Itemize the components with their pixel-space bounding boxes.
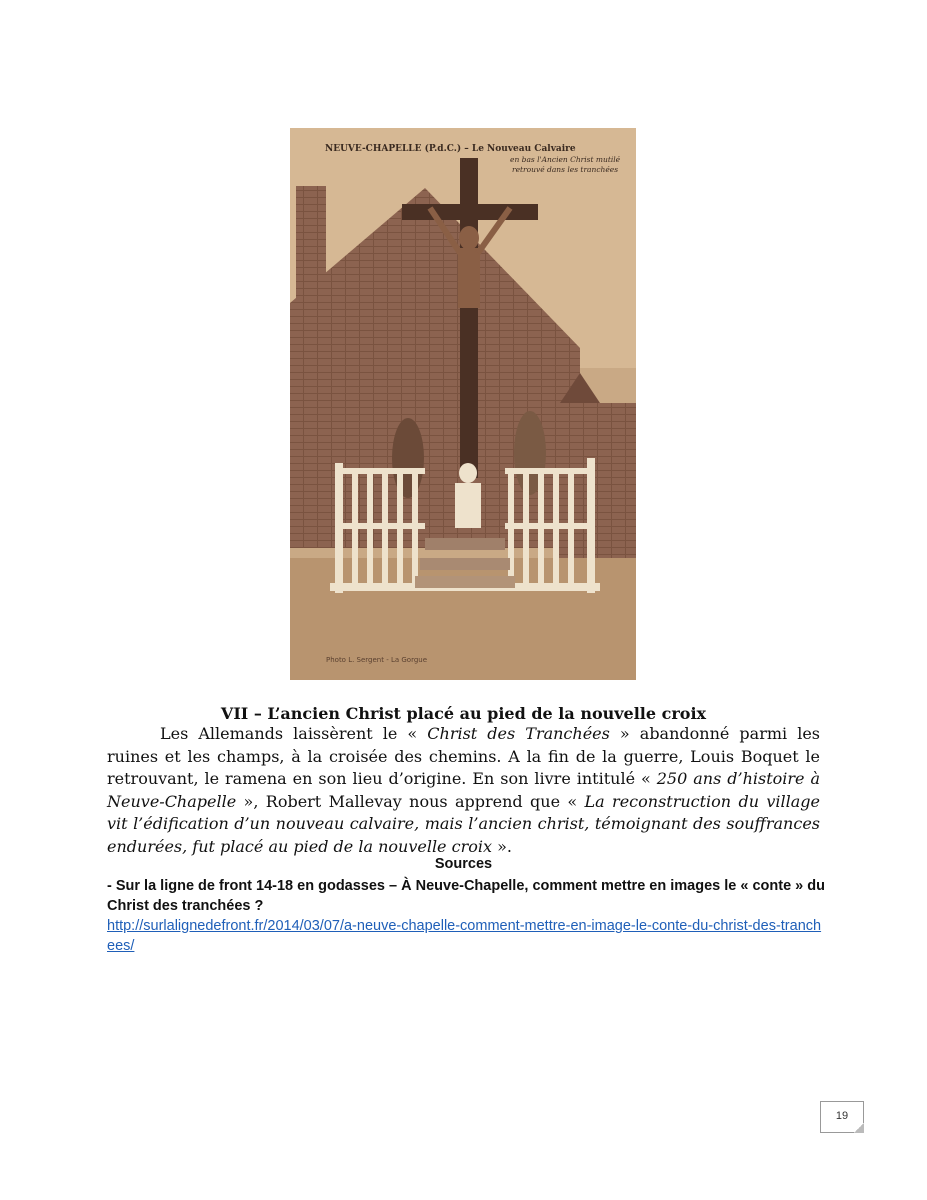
source-item: - Sur la ligne de front 14-18 en godasses – À Neuve-Chapelle, comment mettre en images le « conte » du Christ des tranchées ?	[107, 878, 825, 914]
page-number	[820, 1101, 864, 1133]
calvary-photo-image	[290, 128, 636, 680]
paragraph-part-4: ».	[492, 836, 512, 856]
paragraph-italic-3: La reconstruction du village vit l’édification d’un nouveau calvaire, mais l’ancien christ, témoignant des souffrances endurées, fut placé au pied de la nouvelle croix	[107, 791, 820, 856]
paragraph-part-2: » abandonné parmi les ruines et les champs, à la croisée des chemins. A la fin de la guerre, Louis Boquet le retrouvant, le ramena en son lieu d’origine. En son livre intitulé «	[107, 724, 821, 788]
postcard-caption-line3: retrouvé dans les tranchées	[512, 165, 619, 174]
postcard-caption-line2: en bas l'Ancien Christ mutilé	[510, 155, 621, 164]
paragraph-part-1: Les Allemands laissèrent le «	[160, 724, 428, 743]
section-paragraph	[107, 723, 820, 858]
paragraph-italic-1: Christ des Tranchées	[427, 724, 610, 743]
page-number-text: 19	[835, 1110, 849, 1122]
page-fold-icon	[854, 1123, 864, 1133]
postcard-photographer: Photo L. Sergent - La Gorgue	[326, 656, 428, 664]
postcard-photo	[290, 128, 636, 680]
paragraph-italic-2: 250 ans d’histoire à Neuve-Chapelle	[107, 769, 820, 811]
paragraph-part-3: », Robert Mallevay nous apprend que «	[236, 791, 585, 811]
postcard-caption-line1: NEUVE-CHAPELLE (P.d.C.) – Le Nouveau Calvaire	[325, 144, 576, 154]
section-title: VII – L’ancien Christ placé au pied de la nouvelle croix	[220, 704, 707, 723]
source-link[interactable]: http://surlalignedefront.fr/2014/03/07/a-neuve-chapelle-comment-mettre-en-image-le-conte-du-christ-des-tranchees/	[107, 918, 822, 954]
sources-title: Sources	[434, 856, 493, 872]
